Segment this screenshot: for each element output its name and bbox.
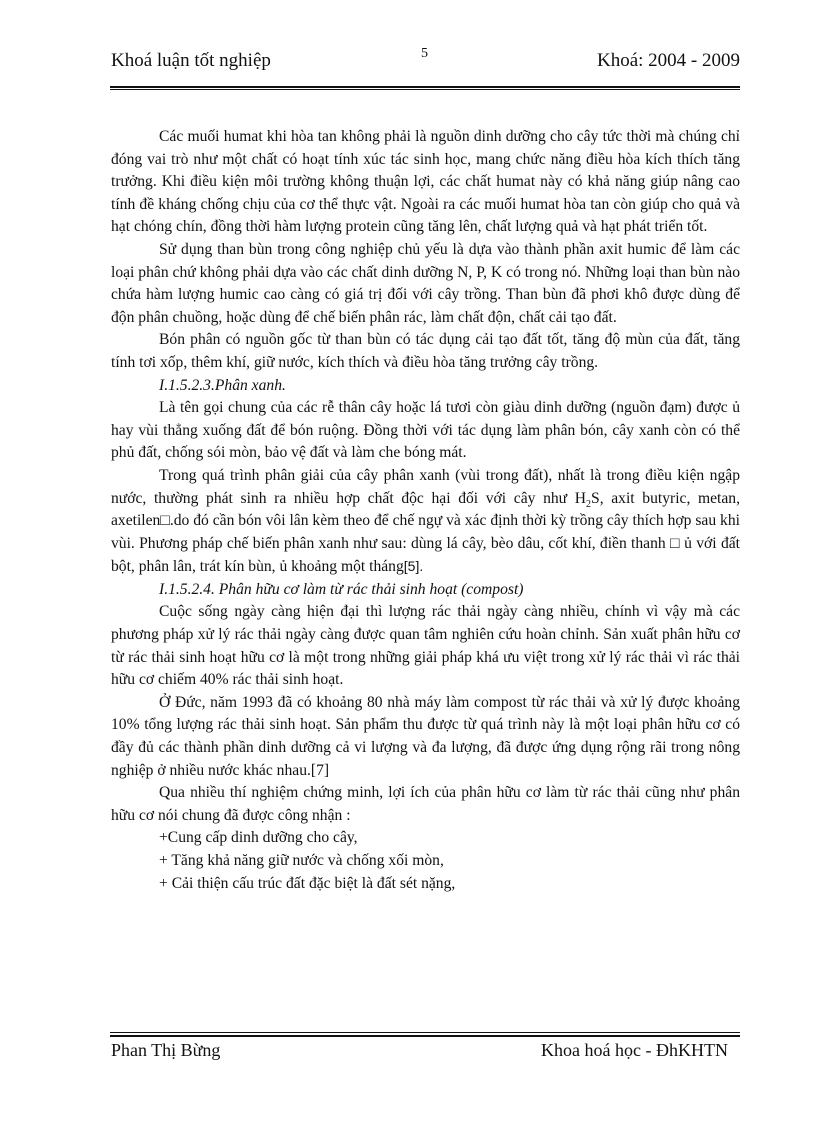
paragraph: Các muối humat khi hòa tan không phải là nguồn dinh dưỡng cho cây tức thời mà chúng chỉ đóng vai trò như một chất có hoạt tính xúc tác sinh học, mang chức năng điều hòa kích thích tăng trưởng. Khi điều kiện môi trường không thuận lợi, các chất humat này có khả năng giúp nâng cao tính đề kháng chống chịu của cơ thể thực vật. Ngoài ra các muối humat hòa tan còn giúp cho quả và hạt chóng chín, đồng thời hàm lượng protein cũng tăng lên, chất lượng quả và hạt phát triển tốt. <box>111 128 740 236</box>
header-rule-thin <box>110 89 740 90</box>
header-rule <box>110 86 740 88</box>
footer-faculty: Khoa hoá học - ĐhKHTN <box>541 1040 728 1060</box>
citation: [5]. <box>403 558 424 575</box>
section-heading: I.1.5.2.4. Phân hữu cơ làm từ rác thải sinh hoạt (compost) <box>159 580 524 598</box>
section-heading: I.1.5.2.3.Phân xanh. <box>159 376 286 394</box>
list-item: +Cung cấp dinh dưỡng cho cây, <box>159 829 358 847</box>
list-item: + Cải thiện cấu trúc đất đặc biệt là đất sét nặng, <box>159 874 456 892</box>
header-course-years: Khoá: 2004 - 2009 <box>596 50 740 71</box>
paragraph: Bón phân có nguồn gốc từ than bùn có tác dụng cải tạo đất tốt, tăng độ mùn của đất, tăng tính tơi xốp, thêm khí, giữ nước, kích thích và điều hòa tăng trưởng cây trồng. <box>111 331 740 371</box>
page-header <box>111 44 740 92</box>
list-item: + Tăng khả năng giữ nước và chống xối mòn, <box>159 852 444 869</box>
page-body <box>111 126 740 895</box>
paragraph: Ở Đức, năm 1993 đã có khoảng 80 nhà máy làm compost từ rác thải và xử lý được khoảng 10% tổng lượng rác thải sinh hoạt. Sản phẩm thu được từ quá trình này là một loại phân hữu cơ có đầy đủ các thành phần dinh dưỡng cả vi lượng và đa lượng, đã được ứng dụng rộng rãi trong nông nghiệp ở nhiều nước khác nhau.[7] <box>111 693 740 779</box>
paragraph-text: Trong quá trình phân giải của cây phân xanh (vùi trong đất), nhất là trong điều kiện ngập nước, thường phát sinh ra nhiều hợp chất độc hại đối với cây như H <box>111 466 740 507</box>
paragraph-text: S, axit butyric, metan, axetilen□.do đó cần bón vôi lân kèm theo để chế ngự và xác định thời kỳ trồng cây thích hợp sau khi vùi. Phương pháp chế biến phân xanh như sau: dùng lá cây, bèo dâu, cốt khí, điền thanh □ ủ với đất bột, phân lân, trát kín bùn, ủ khoảng một tháng <box>111 489 740 576</box>
paragraph: Sử dụng than bùn trong công nghiệp chủ yếu là dựa vào thành phần axit humic để làm các loại phân chứ không phải dựa vào các chất dinh dưỡng N, P, K có trong nó. Những loại than bùn nào chứa hàm lượng humic cao càng có giá trị đối với cây trồng. Than bùn đã phơi khô được dùng để độn phân chuồng, hoặc dùng để chế biến phân rác, làm chất độn, chất cải tạo đất. <box>111 240 740 326</box>
paragraph: Qua nhiều thí nghiệm chứng minh, lợi ích của phân hữu cơ làm từ rác thải cũng như phân hữu cơ nói chung đã được công nhận : <box>111 784 740 824</box>
footer-rule-thin <box>110 1032 740 1033</box>
paragraph: Là tên gọi chung của các rễ thân cây hoặc lá tươi còn giàu dinh dưỡng (nguồn đạm) được ủ hay vùi thẳng xuống đất để bón ruộng. Đồng thời với tác dụng làm phân bón, cây xanh còn có thể phủ đất, chống sói mòn, bảo vệ đất và làm che bóng mát. <box>111 399 740 462</box>
header-thesis-title: Khoá luận tốt nghiệp <box>111 50 271 71</box>
paragraph <box>111 465 740 579</box>
footer-rule <box>110 1035 740 1037</box>
page-number: 5 <box>421 46 428 61</box>
footer-author: Phan Thị Bừng <box>111 1040 221 1060</box>
paragraph: Cuộc sống ngày càng hiện đại thì lượng rác thải ngày càng nhiều, chính vì vậy mà các phương pháp xử lý rác thải ngày càng được quan tâm nghiên cứu hoàn chỉnh. Sản xuất phân hữu cơ từ rác thải sinh hoạt hữu cơ là một trong những giải pháp khá ưu việt trong xử lý rác thải vì rác thải hữu cơ chiếm 40% rác thải sinh hoạt. <box>111 603 740 689</box>
subscript: 2 <box>586 498 592 510</box>
